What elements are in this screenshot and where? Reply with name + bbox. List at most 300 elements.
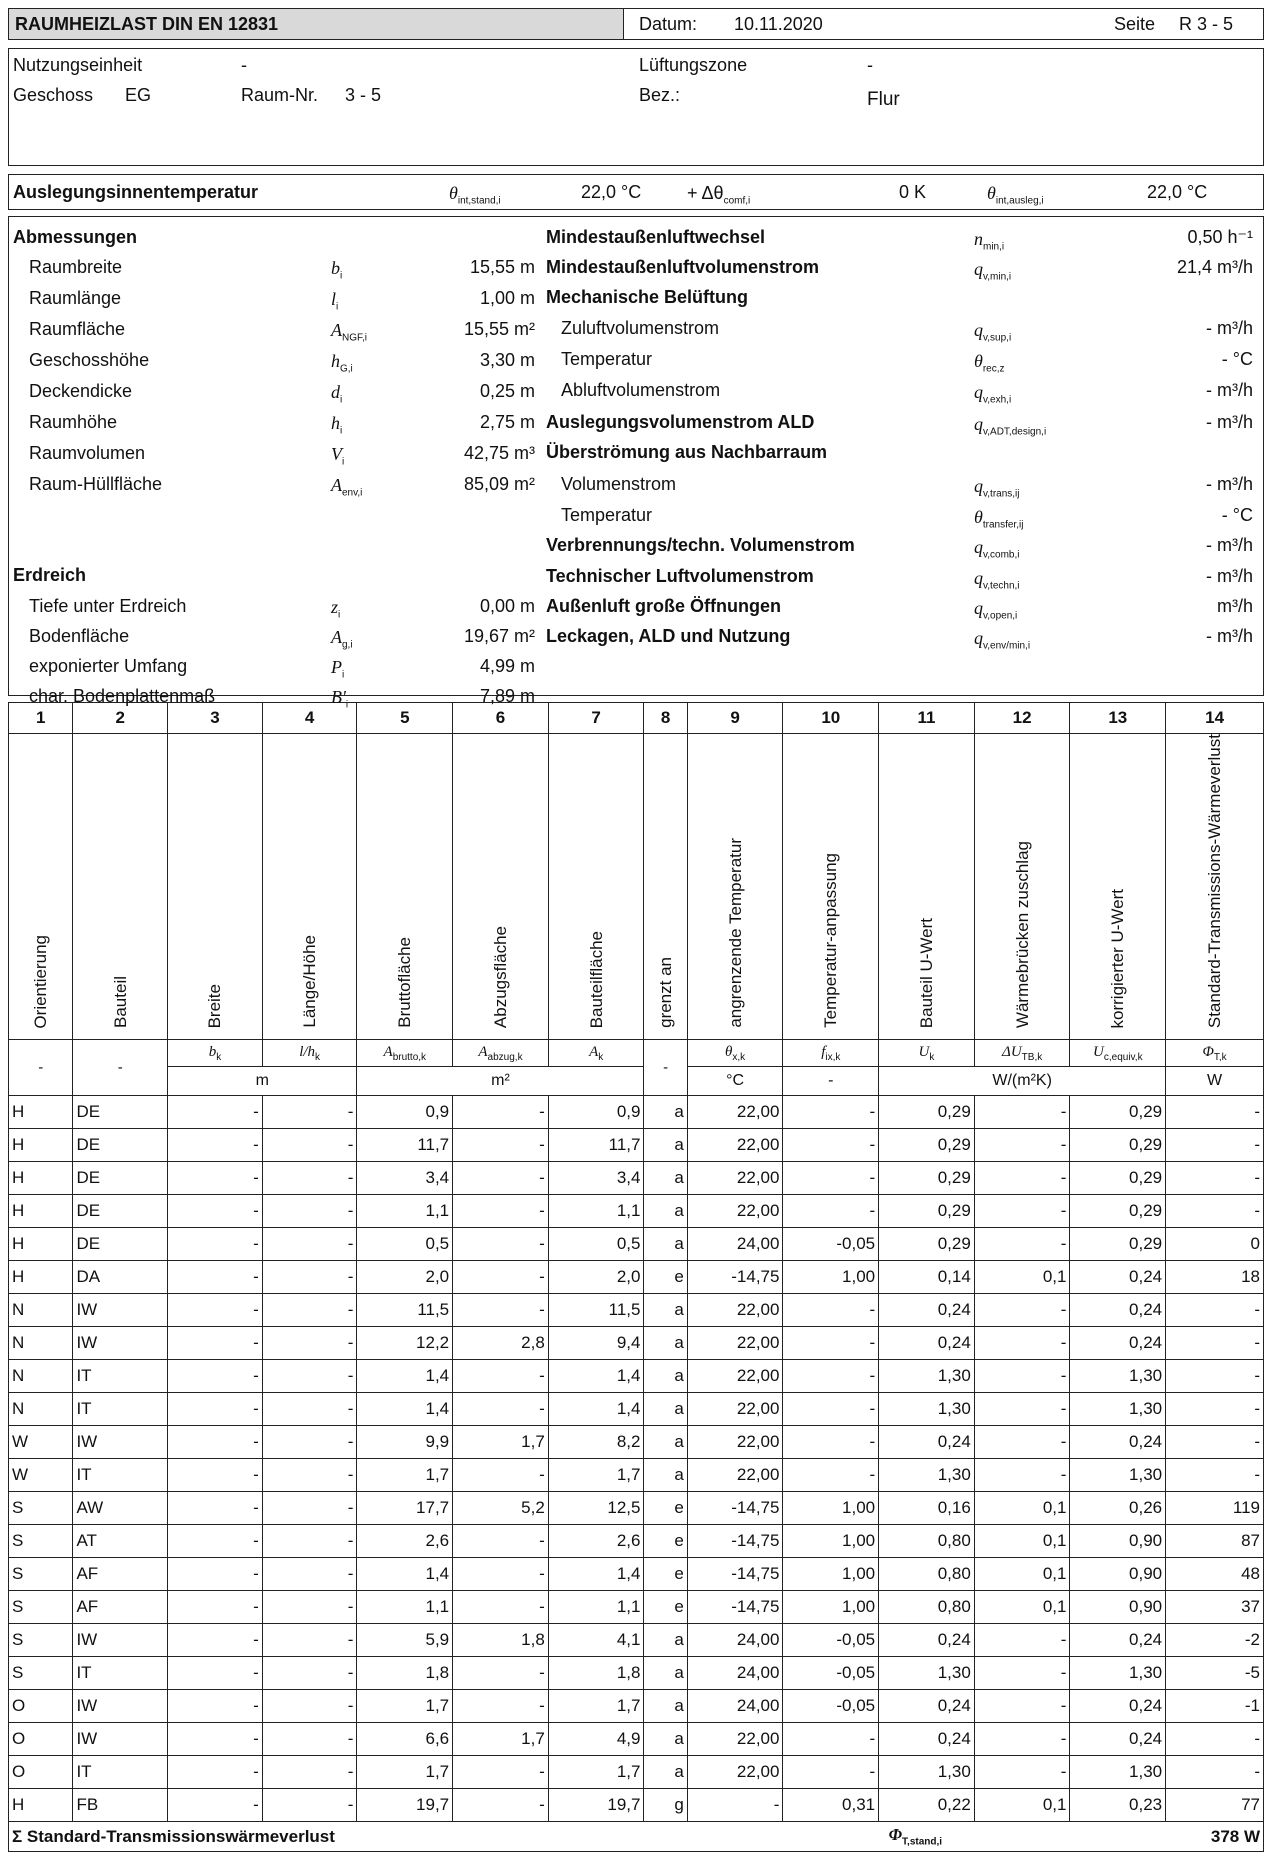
ventilation-value: - m³/h — [1206, 412, 1253, 432]
table-row — [9, 1228, 1264, 1261]
table-row — [9, 1624, 1264, 1657]
table-cell: 1,7 — [548, 1459, 644, 1492]
datum-label: Datum: — [639, 13, 698, 34]
table-cell: 0,5 — [548, 1228, 644, 1261]
table-cell: - — [1166, 1327, 1264, 1360]
table-cell: 0,29 — [1070, 1228, 1166, 1261]
table-cell: - — [783, 1426, 879, 1459]
column-unit: °C — [687, 1067, 783, 1096]
column-symbol-cell: - — [9, 1040, 73, 1096]
table-cell: - — [168, 1657, 263, 1690]
dimension-symbol: $P_i$ — [331, 657, 345, 681]
column-title-cell — [9, 734, 73, 1040]
table-cell: - — [453, 1690, 549, 1723]
table-cell: 0 — [1166, 1228, 1264, 1261]
table-cell: 0,29 — [879, 1195, 975, 1228]
table-cell: - — [1166, 1723, 1264, 1756]
table-cell: H — [9, 1162, 73, 1195]
dimension-value: 15,55 m² — [463, 319, 535, 339]
table-cell: -0,05 — [783, 1657, 879, 1690]
table-cell: - — [974, 1294, 1070, 1327]
table-cell: - — [974, 1459, 1070, 1492]
ventilation-value: - °C — [1221, 349, 1253, 369]
table-cell: 0,5 — [357, 1228, 453, 1261]
table-cell: IW — [73, 1690, 168, 1723]
column-title: Bauteilfläche — [586, 930, 606, 1029]
dimension-value: 7,89 m — [479, 686, 535, 706]
seite-value: R 3 - 5 — [1179, 13, 1234, 34]
table-cell: 11,5 — [548, 1294, 644, 1327]
table-cell: N — [9, 1360, 73, 1393]
ventilation-label: Abluftvolumenstrom — [561, 380, 721, 400]
table-cell: S — [9, 1558, 73, 1591]
dimension-value: 1,00 m — [479, 288, 535, 308]
table-cell: - — [168, 1492, 263, 1525]
table-cell: 1,4 — [357, 1558, 453, 1591]
table-cell: - — [1166, 1294, 1264, 1327]
table-cell: 0,1 — [974, 1789, 1070, 1822]
table-cell: 9,4 — [548, 1327, 644, 1360]
ventilation-value: - °C — [1221, 505, 1253, 525]
table-cell: 4,1 — [548, 1624, 644, 1657]
table-cell: - — [453, 1129, 549, 1162]
table-cell: - — [168, 1393, 263, 1426]
dimension-label: Geschosshöhe — [29, 350, 150, 370]
table-cell: - — [974, 1162, 1070, 1195]
ventilation-label: Volumenstrom — [561, 474, 677, 494]
column-symbol-cell — [168, 1040, 263, 1067]
column-symbol: $f_{ix,k}$ — [821, 1044, 841, 1064]
dimension-label: exponierter Umfang — [29, 656, 188, 676]
table-cell: - — [974, 1426, 1070, 1459]
table-cell: 1,7 — [453, 1723, 549, 1756]
table-cell: - — [453, 1558, 549, 1591]
table-cell: - — [453, 1162, 549, 1195]
table-cell: H — [9, 1261, 73, 1294]
table-cell: - — [783, 1459, 879, 1492]
table-cell: 5,2 — [453, 1492, 549, 1525]
table-cell: 22,00 — [687, 1294, 783, 1327]
lueftungszone-value: - — [867, 55, 873, 75]
table-cell: 0,31 — [783, 1789, 879, 1822]
table-row — [9, 1129, 1264, 1162]
table-cell: 0,9 — [548, 1096, 644, 1129]
table-row — [9, 1195, 1264, 1228]
dimension-value: 19,67 m² — [463, 626, 535, 646]
column-number: 2 — [73, 703, 168, 734]
column-symbol-cell — [687, 1040, 783, 1067]
table-cell: DE — [73, 1195, 168, 1228]
table-cell: O — [9, 1756, 73, 1789]
ventilation-label: Auslegungsvolumenstrom ALD — [546, 412, 815, 432]
table-cell: 0,9 — [357, 1096, 453, 1129]
table-cell: e — [644, 1261, 687, 1294]
table-cell: a — [644, 1327, 687, 1360]
table-cell: 8,2 — [548, 1426, 644, 1459]
table-cell: 0,29 — [879, 1228, 975, 1261]
ventilation-label: Technischer Luftvolumenstrom — [546, 566, 814, 586]
column-symbol: $l/h_k$ — [299, 1044, 321, 1064]
table-cell: -1 — [1166, 1690, 1264, 1723]
table-cell: - — [974, 1690, 1070, 1723]
column-number: 10 — [783, 703, 879, 734]
table-cell: e — [644, 1492, 687, 1525]
table-cell: 0,29 — [1070, 1162, 1166, 1195]
table-cell: - — [168, 1690, 263, 1723]
column-title-cell — [783, 734, 879, 1040]
column-title: Bauteil — [110, 976, 130, 1029]
table-cell: - — [262, 1162, 357, 1195]
total-value: 378 W — [1166, 1822, 1264, 1852]
table-cell: 0,80 — [879, 1591, 975, 1624]
table-cell: 0,29 — [879, 1096, 975, 1129]
dimensions-ventilation-section — [8, 216, 1264, 711]
table-cell: 5,9 — [357, 1624, 453, 1657]
dimension-label: Raumlänge — [29, 288, 122, 308]
dimension-label: Raumfläche — [29, 319, 126, 339]
column-title: Standard-Transmissions-Wärmeverlust — [1205, 734, 1225, 1029]
table-cell: 24,00 — [687, 1657, 783, 1690]
table-cell: - — [168, 1096, 263, 1129]
table-cell: 1,7 — [357, 1459, 453, 1492]
table-cell: - — [262, 1690, 357, 1723]
table-cell: a — [644, 1459, 687, 1492]
table-cell: 1,8 — [548, 1657, 644, 1690]
table-cell: - — [783, 1360, 879, 1393]
column-title-cell — [548, 734, 644, 1040]
table-cell: DA — [73, 1261, 168, 1294]
table-cell: -14,75 — [687, 1492, 783, 1525]
ventilation-label: Zuluftvolumenstrom — [561, 318, 720, 338]
table-cell: - — [262, 1789, 357, 1822]
column-unit: m — [168, 1067, 357, 1096]
table-cell: a — [644, 1756, 687, 1789]
table-row — [9, 1657, 1264, 1690]
table-cell: - — [168, 1162, 263, 1195]
column-number: 13 — [1070, 703, 1166, 734]
table-cell: 0,24 — [1070, 1690, 1166, 1723]
table-cell: 0,1 — [974, 1525, 1070, 1558]
table-cell: 22,00 — [687, 1426, 783, 1459]
ventilation-symbol: $n_{min,i}$ — [974, 229, 1005, 253]
table-row — [9, 1327, 1264, 1360]
table-cell: 0,29 — [1070, 1096, 1166, 1129]
table-cell: 0,90 — [1070, 1525, 1166, 1558]
dimension-label: Raum-Hüllfläche — [29, 474, 163, 494]
table-cell: - — [783, 1162, 879, 1195]
table-cell: 1,8 — [453, 1624, 549, 1657]
table-cell: 0,24 — [1070, 1327, 1166, 1360]
table-cell: - — [1166, 1195, 1264, 1228]
table-cell: 3,4 — [357, 1162, 453, 1195]
table-cell: 0,1 — [974, 1492, 1070, 1525]
table-cell: a — [644, 1294, 687, 1327]
column-title: Abzugsfläche — [490, 926, 510, 1029]
nutzungseinheit-label: Nutzungseinheit — [13, 55, 143, 75]
table-cell: 0,29 — [1070, 1129, 1166, 1162]
table-cell: 0,24 — [1070, 1426, 1166, 1459]
table-cell: - — [687, 1789, 783, 1822]
table-cell: 0,24 — [1070, 1624, 1166, 1657]
table-cell: 1,4 — [357, 1360, 453, 1393]
column-number: 5 — [357, 703, 453, 734]
table-cell: 22,00 — [687, 1459, 783, 1492]
column-symbol-row — [9, 1040, 1264, 1067]
table-cell: 1,8 — [357, 1657, 453, 1690]
table-cell: - — [783, 1756, 879, 1789]
table-cell: - — [1166, 1162, 1264, 1195]
table-cell: 0,23 — [1070, 1789, 1166, 1822]
column-title: Wärmebrücken zuschlag — [1012, 841, 1032, 1029]
column-number-row — [9, 703, 1264, 734]
table-cell: S — [9, 1591, 73, 1624]
table-cell: 22,00 — [687, 1162, 783, 1195]
table-cell: 22,00 — [687, 1195, 783, 1228]
table-cell: IT — [73, 1657, 168, 1690]
column-symbol-cell — [453, 1040, 549, 1067]
table-cell: - — [974, 1657, 1070, 1690]
column-unit: m² — [357, 1067, 644, 1096]
table-cell: - — [262, 1327, 357, 1360]
column-unit-row — [9, 1067, 1264, 1096]
table-cell: - — [262, 1591, 357, 1624]
table-cell: - — [453, 1261, 549, 1294]
dimension-symbol: $A_{NGF,i}$ — [331, 320, 367, 344]
column-number: 6 — [453, 703, 549, 734]
dimension-symbol: $z_i$ — [331, 597, 341, 621]
table-cell: - — [783, 1294, 879, 1327]
table-cell: - — [783, 1327, 879, 1360]
temperature-stand-value: 22,0 °C — [581, 182, 642, 202]
table-cell: 2,6 — [548, 1525, 644, 1558]
dimension-symbol: $h_i$ — [331, 413, 343, 437]
column-title: Länge/Höhe — [300, 935, 320, 1029]
dimension-label: Raumvolumen — [29, 443, 146, 463]
column-symbol: $U_{c,equiv,k}$ — [1093, 1044, 1143, 1064]
table-cell: 1,7 — [357, 1756, 453, 1789]
ventilation-symbol: $q_{v,trans,ij}$ — [974, 476, 1020, 500]
table-cell: 22,00 — [687, 1723, 783, 1756]
ventilation-value: - m³/h — [1206, 380, 1253, 400]
table-cell: - — [453, 1393, 549, 1426]
table-row — [9, 1459, 1264, 1492]
table-cell: - — [783, 1723, 879, 1756]
table-cell: - — [262, 1360, 357, 1393]
table-cell: e — [644, 1558, 687, 1591]
table-cell: - — [168, 1360, 263, 1393]
table-cell: O — [9, 1690, 73, 1723]
column-number: 11 — [879, 703, 975, 734]
theta-int-stand-symbol: $\theta_{int,stand,i}$ — [449, 183, 501, 207]
column-title-cell — [644, 734, 687, 1040]
table-cell: -14,75 — [687, 1591, 783, 1624]
dimension-value: 42,75 m³ — [463, 443, 535, 463]
ventilation-value: 0,50 h⁻¹ — [1187, 227, 1253, 247]
table-cell: - — [168, 1624, 263, 1657]
column-title: Orientierung — [31, 934, 51, 1029]
ventilation-value: - m³/h — [1206, 566, 1253, 586]
table-cell: - — [783, 1096, 879, 1129]
table-cell: 1,30 — [879, 1459, 975, 1492]
table-cell: -14,75 — [687, 1558, 783, 1591]
column-title-cell — [974, 734, 1070, 1040]
column-symbol-cell — [783, 1040, 879, 1067]
ground-title: Erdreich — [13, 565, 87, 585]
table-cell: N — [9, 1327, 73, 1360]
table-cell: a — [644, 1195, 687, 1228]
temperature-label: Auslegungsinnentemperatur — [13, 182, 259, 202]
seite-label: Seite — [1114, 13, 1156, 34]
ventilation-symbol: $q_{v,open,i}$ — [974, 598, 1018, 622]
table-cell: -14,75 — [687, 1525, 783, 1558]
column-symbol-cell — [357, 1040, 453, 1067]
dimension-label: Bodenfläche — [29, 626, 130, 646]
raumnr-value: 3 - 5 — [345, 85, 382, 105]
table-cell: 0,24 — [1070, 1294, 1166, 1327]
table-cell: 0,22 — [879, 1789, 975, 1822]
table-cell: H — [9, 1228, 73, 1261]
ventilation-value: - m³/h — [1206, 626, 1253, 646]
table-cell: - — [168, 1327, 263, 1360]
ventilation-symbol: $q_{v,techn,i}$ — [974, 568, 1020, 592]
table-cell: 19,7 — [548, 1789, 644, 1822]
lueftungszone-label: Lüftungszone — [639, 55, 748, 75]
table-cell: DE — [73, 1129, 168, 1162]
column-symbol: $A_{brutto,k}$ — [383, 1044, 427, 1064]
table-cell: DE — [73, 1228, 168, 1261]
column-number: 12 — [974, 703, 1070, 734]
ventilation-symbol: $q_{v,exh,i}$ — [974, 382, 1012, 406]
dimension-symbol: $A_{g,i}$ — [331, 627, 353, 651]
table-cell: 0,80 — [879, 1525, 975, 1558]
table-cell: - — [262, 1525, 357, 1558]
table-cell: - — [453, 1294, 549, 1327]
table-cell: -14,75 — [687, 1261, 783, 1294]
table-cell: IW — [73, 1624, 168, 1657]
ventilation-value: m³/h — [1217, 596, 1253, 616]
table-cell: 77 — [1166, 1789, 1264, 1822]
ventilation-label: Überströmung aus Nachbarraum — [546, 442, 828, 462]
table-row — [9, 1294, 1264, 1327]
column-symbol-cell — [1070, 1040, 1166, 1067]
dimension-symbol: $A_{env,i}$ — [331, 475, 363, 499]
table-cell: - — [168, 1459, 263, 1492]
column-unit: W/(m²K) — [879, 1067, 1166, 1096]
table-cell: 9,9 — [357, 1426, 453, 1459]
table-cell: 1,00 — [783, 1492, 879, 1525]
table-cell: 1,00 — [783, 1261, 879, 1294]
table-cell: 1,7 — [453, 1426, 549, 1459]
table-cell: AF — [73, 1558, 168, 1591]
ventilation-label: Außenluft große Öffnungen — [546, 596, 781, 616]
table-cell: - — [262, 1657, 357, 1690]
column-number: 7 — [548, 703, 644, 734]
column-title: Bauteil U-Wert — [916, 917, 936, 1029]
dimension-symbol: $B'_i$ — [331, 687, 349, 711]
temperature-comf-value: 0 K — [899, 182, 927, 202]
table-cell: - — [262, 1492, 357, 1525]
table-cell: 0,1 — [974, 1558, 1070, 1591]
ventilation-symbol: $q_{v,ADT,design,i}$ — [974, 414, 1047, 438]
table-cell: - — [262, 1756, 357, 1789]
table-cell: IT — [73, 1459, 168, 1492]
table-cell: 3,4 — [548, 1162, 644, 1195]
table-cell: 1,4 — [548, 1393, 644, 1426]
table-cell: S — [9, 1525, 73, 1558]
table-cell: IW — [73, 1294, 168, 1327]
table-cell: W — [9, 1426, 73, 1459]
table-row — [9, 1162, 1264, 1195]
table-cell: O — [9, 1723, 73, 1756]
ventilation-label: Temperatur — [561, 349, 653, 369]
table-cell: 1,4 — [548, 1558, 644, 1591]
table-cell: - — [262, 1096, 357, 1129]
table-cell: H — [9, 1789, 73, 1822]
comf-symbol: + $\Delta\theta_{comf,i}$ — [687, 183, 751, 207]
table-cell: 1,30 — [879, 1360, 975, 1393]
table-cell: AF — [73, 1591, 168, 1624]
column-title: Breite — [205, 983, 225, 1029]
table-cell: - — [453, 1525, 549, 1558]
table-cell: -5 — [1166, 1657, 1264, 1690]
dimension-label: Deckendicke — [29, 381, 133, 401]
table-cell: a — [644, 1162, 687, 1195]
table-cell: a — [644, 1393, 687, 1426]
table-cell: 0,24 — [879, 1690, 975, 1723]
dimension-value: 3,30 m — [479, 350, 535, 370]
table-cell: 24,00 — [687, 1624, 783, 1657]
table-cell: W — [9, 1459, 73, 1492]
table-cell: -0,05 — [783, 1624, 879, 1657]
theta-int-ausleg-symbol: $\theta_{int,ausleg,i}$ — [987, 183, 1044, 207]
table-cell: 22,00 — [687, 1327, 783, 1360]
table-cell: - — [168, 1723, 263, 1756]
table-cell: 2,6 — [357, 1525, 453, 1558]
table-cell: - — [974, 1096, 1070, 1129]
column-title-cell — [1070, 734, 1166, 1040]
table-cell: - — [453, 1657, 549, 1690]
table-cell: 22,00 — [687, 1096, 783, 1129]
raumnr-label: Raum-Nr. — [241, 85, 319, 105]
table-cell: 1,1 — [357, 1591, 453, 1624]
table-row — [9, 1591, 1264, 1624]
table-cell: 1,1 — [357, 1195, 453, 1228]
table-cell: 0,24 — [879, 1624, 975, 1657]
table-cell: - — [1166, 1360, 1264, 1393]
table-cell: a — [644, 1096, 687, 1129]
sheet-header — [8, 8, 1264, 40]
table-cell: 0,16 — [879, 1492, 975, 1525]
table-cell: 18 — [1166, 1261, 1264, 1294]
column-number: 8 — [644, 703, 687, 734]
table-row — [9, 1789, 1264, 1822]
column-symbol-cell — [1166, 1040, 1264, 1067]
ventilation-symbol: $\theta_{rec,z}$ — [974, 351, 1005, 375]
column-symbol-cell — [262, 1040, 357, 1067]
table-cell: - — [453, 1360, 549, 1393]
total-label: Σ Standard-Transmissionswärmeverlust — [9, 1822, 879, 1852]
table-cell: - — [974, 1195, 1070, 1228]
table-cell: 0,26 — [1070, 1492, 1166, 1525]
geschoss-value: EG — [125, 85, 152, 105]
table-cell: 1,30 — [1070, 1459, 1166, 1492]
table-cell: 0,24 — [879, 1294, 975, 1327]
ventilation-symbol: $q_{v,sup,i}$ — [974, 320, 1012, 344]
table-cell: - — [168, 1261, 263, 1294]
table-cell: 0,29 — [1070, 1195, 1166, 1228]
table-cell: - — [974, 1393, 1070, 1426]
dimension-value: 0,25 m — [479, 381, 535, 401]
